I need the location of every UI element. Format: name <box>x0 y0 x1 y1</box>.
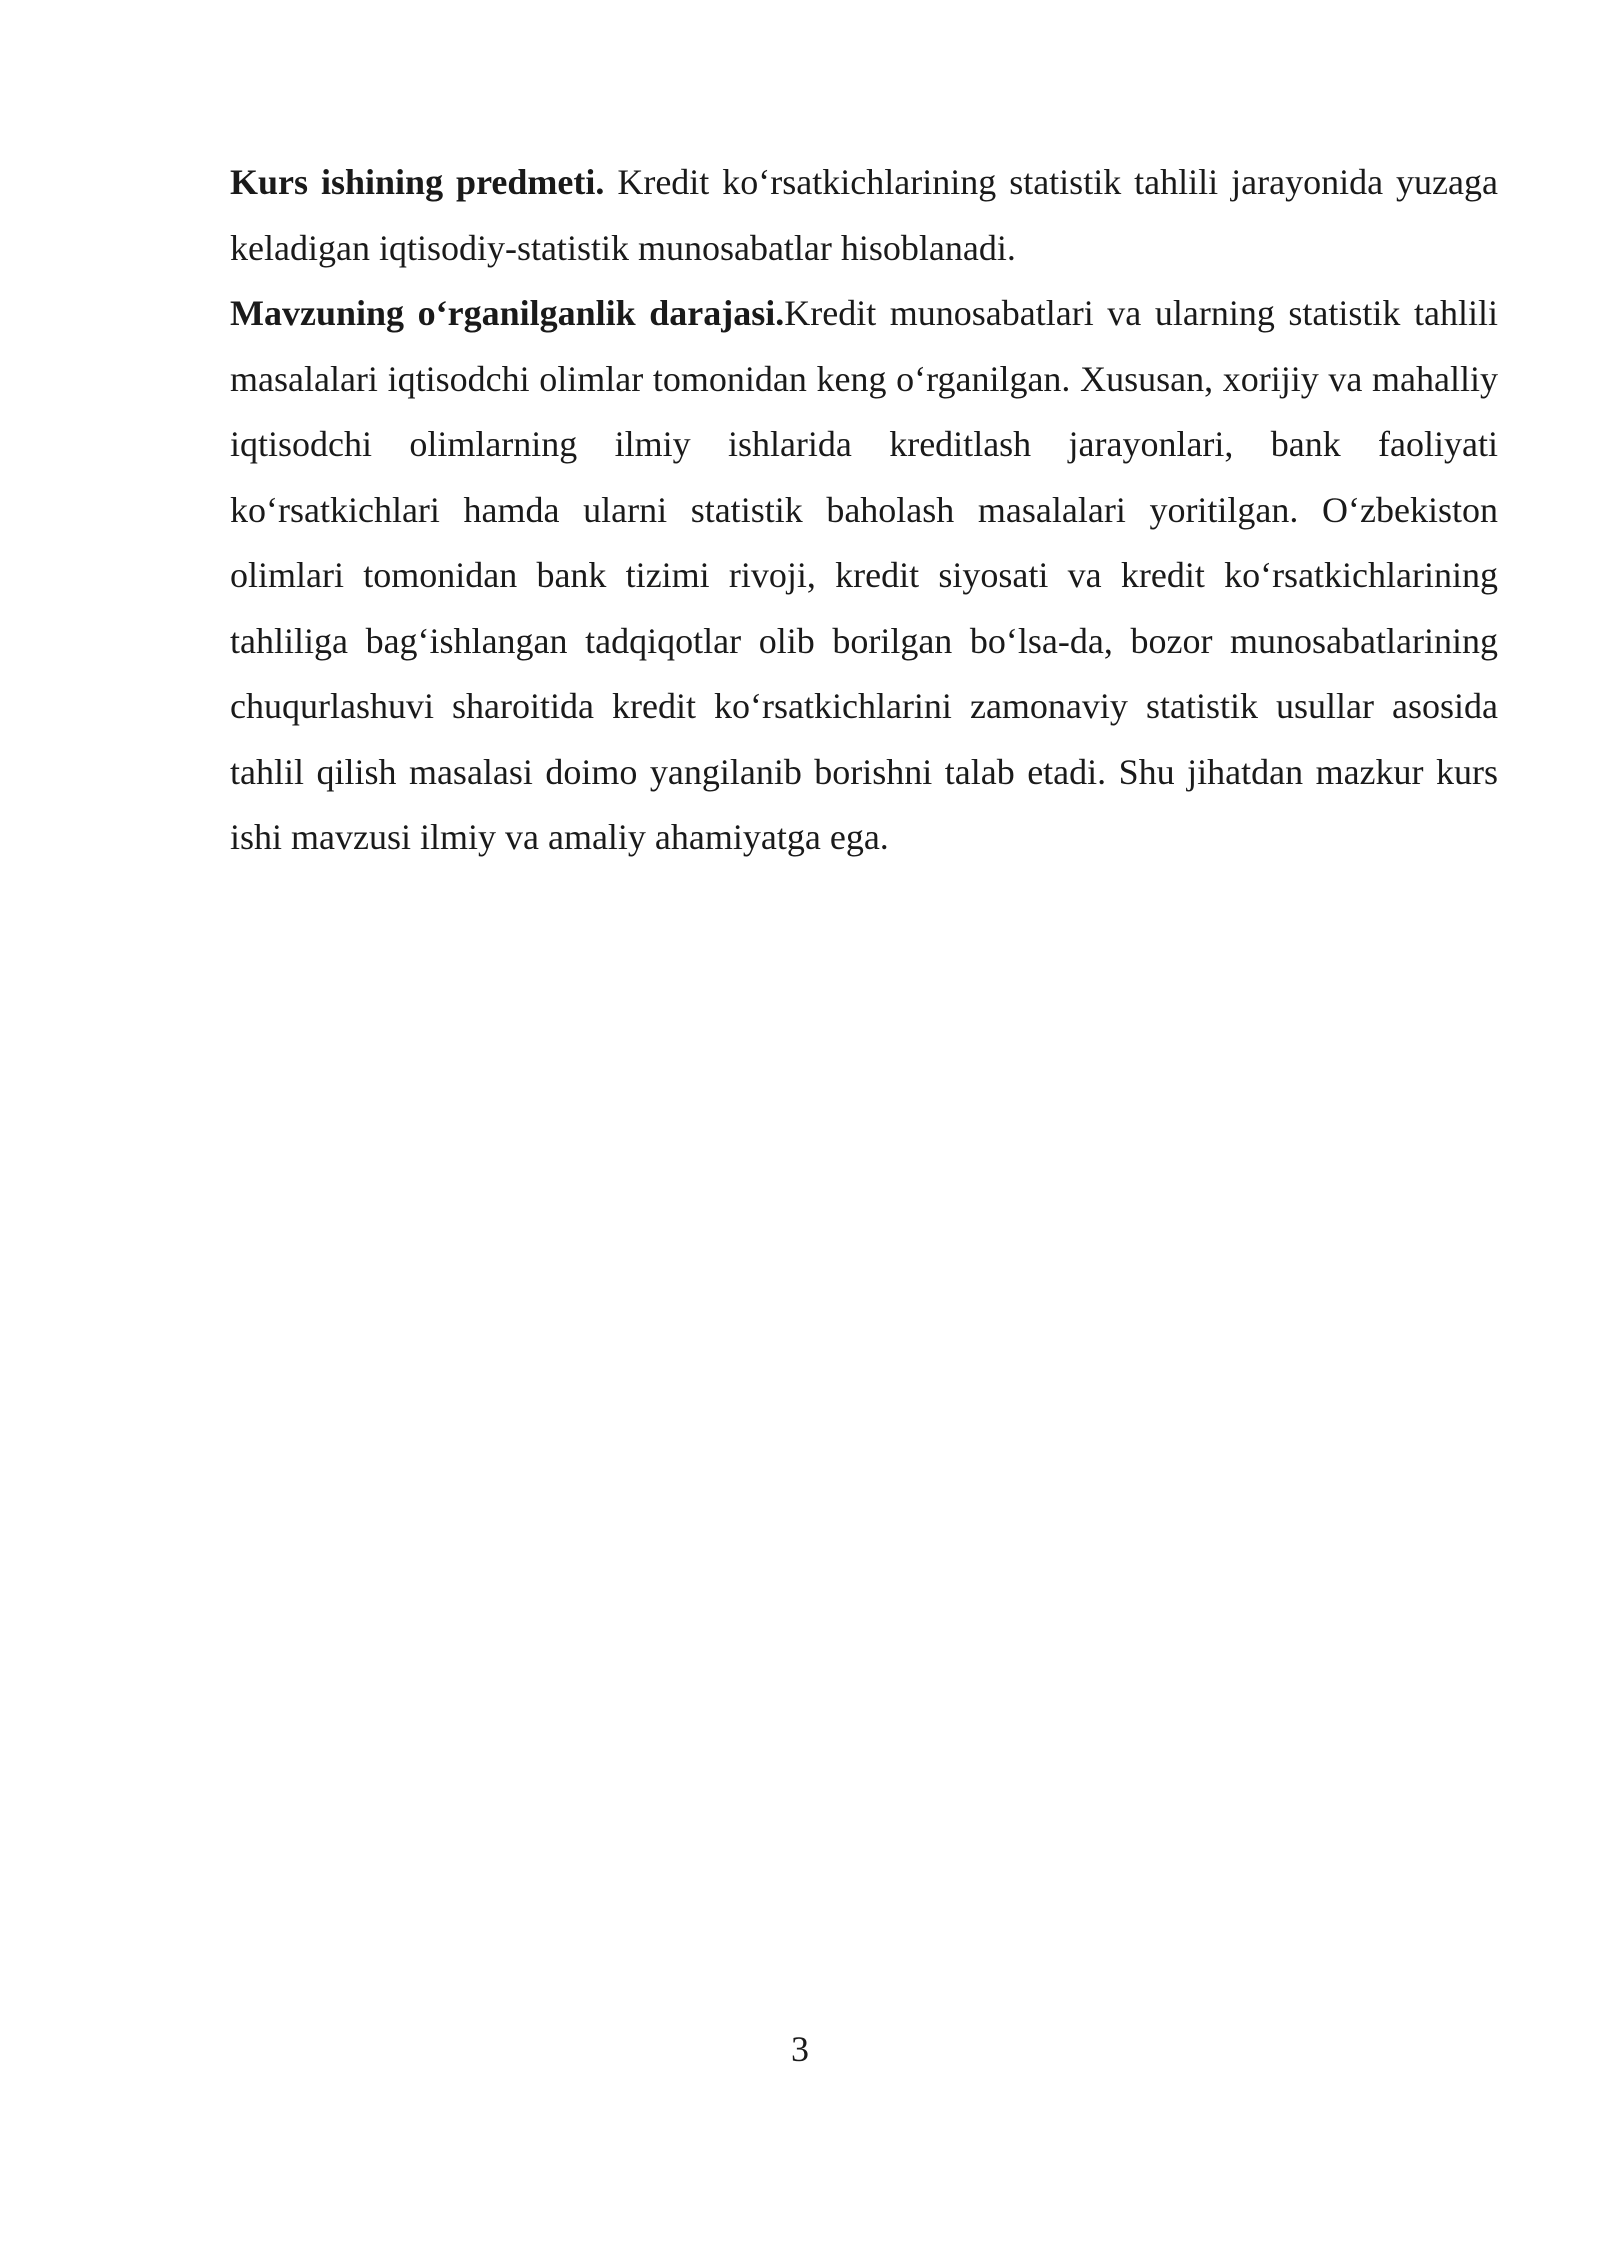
page-content <box>230 150 1498 871</box>
paragraph-study-level <box>230 281 1498 871</box>
page-number: 3 <box>791 2029 809 2069</box>
paragraph-text-subject: Kredit ko‘rsatkichlarining statistik tahlili jarayonida yuzaga keladigan iqtisodiy-statistik munosabatlar hisoblanadi. <box>230 162 1498 268</box>
paragraph-subject <box>230 150 1498 281</box>
paragraph-heading-subject: Kurs ishining predmeti. <box>230 162 605 202</box>
paragraph-text-study-level: Kredit munosabatlari va ularning statistik tahlili masalalari iqtisodchi olimlar tomonidan keng o‘rganilgan. Xususan, xorijiy va mahalliy iqtisodchi olimlarning ilmiy ishlarida kreditlash jarayonlari, bank faoliyati ko‘rsatkichlari hamda ularni statistik baholash masalalari yoritilgan. O‘zbekiston olimlari tomonidan bank tizimi rivoji, kredit siyosati va kredit ko‘rsatkichlarining tahliliga bag‘ishlangan tadqiqotlar olib borilgan bo‘lsa-da, bozor munosabatlarining chuqurlashuvi sharoitida kredit ko‘rsatkichlarini zamonaviy statistik usullar asosida tahlil qilish masalasi doimo yangilanib borishni talab etadi. Shu jihatdan mazkur kurs ishi mavzusi ilmiy va amaliy ahamiyatga ega. <box>230 293 1499 857</box>
paragraph-heading-study-level: Mavzuning o‘rganilganlik darajasi. <box>230 293 785 333</box>
